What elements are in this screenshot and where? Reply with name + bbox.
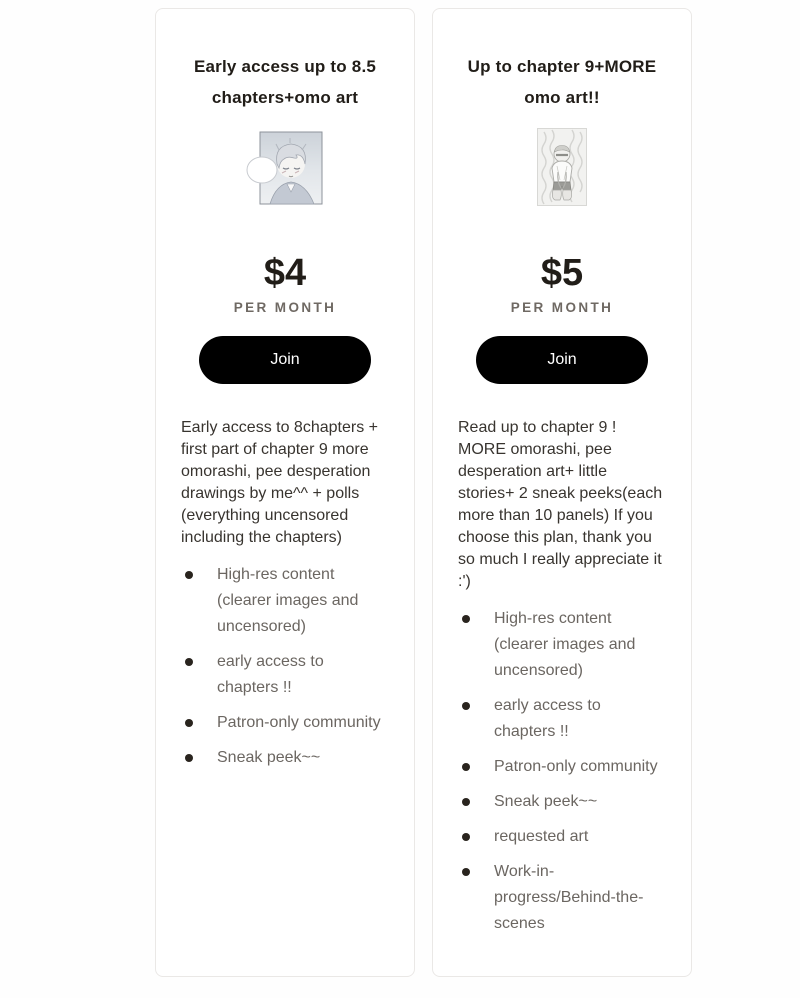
manga-panel-crouching-boy-icon: [537, 128, 587, 206]
bullet-dot-icon: [462, 833, 470, 841]
bullet-dot-icon: [462, 763, 470, 771]
benefits-list: [181, 562, 389, 771]
bullet-dot-icon: [185, 719, 193, 727]
benefit-item: [458, 859, 666, 937]
tier-description: Early access to 8chapters + first part of chapter 9 more omorashi, pee desperation drawings by me^^ + polls (everything uncensored including the chapters): [181, 419, 378, 546]
tier-title: Early access up to 8.5 chapters+omo art: [193, 57, 377, 107]
bullet-dot-icon: [185, 658, 193, 666]
tier-artwork: [181, 128, 389, 206]
membership-tiers-row: [155, 8, 692, 977]
tier-cadence: PER MONTH: [233, 300, 337, 315]
tier-card-4-dollar: [155, 8, 415, 977]
benefit-item: [458, 789, 666, 815]
benefit-label: Patron-only community: [494, 758, 658, 775]
tier-title: Up to chapter 9+MORE omo art!!: [467, 57, 657, 107]
benefit-item: [458, 693, 666, 745]
benefit-label: requested art: [494, 828, 589, 845]
benefit-item: [181, 649, 389, 701]
bullet-dot-icon: [462, 798, 470, 806]
benefit-item: [181, 745, 389, 771]
benefit-label: Work-in-progress/Behind-the-scenes: [494, 863, 644, 932]
benefit-item: [458, 606, 666, 684]
tier-artwork: [458, 128, 666, 206]
benefit-label: early access to chapters !!: [494, 697, 601, 740]
join-button-wrap: [181, 336, 389, 384]
benefit-label: Patron-only community: [217, 714, 381, 731]
tier-price: $4: [263, 252, 307, 294]
benefit-item: [181, 562, 389, 640]
bullet-dot-icon: [185, 571, 193, 579]
benefit-label: High-res content (clearer images and uncensored): [217, 566, 359, 635]
tier-card-5-dollar: [432, 8, 692, 977]
tier-price: $5: [540, 252, 584, 294]
benefit-label: early access to chapters !!: [217, 653, 324, 696]
join-button[interactable]: Join: [199, 336, 371, 384]
benefit-item: [181, 710, 389, 736]
tier-description: Read up to chapter 9 ! MORE omorashi, pee desperation art+ little stories+ 2 sneak peeks(each more than 10 panels) If you choose this plan, thank you so much I really appreciate it :'): [458, 419, 663, 590]
benefit-label: High-res content (clearer images and uncensored): [494, 610, 636, 679]
benefit-label: Sneak peek~~: [217, 749, 321, 766]
bullet-dot-icon: [185, 754, 193, 762]
tier-cadence: PER MONTH: [510, 300, 614, 315]
benefit-item: [458, 754, 666, 780]
bullet-dot-icon: [462, 702, 470, 710]
bullet-dot-icon: [462, 868, 470, 876]
join-button-wrap: [458, 336, 666, 384]
bullet-dot-icon: [462, 615, 470, 623]
join-button[interactable]: Join: [476, 336, 648, 384]
benefits-list: [458, 606, 666, 937]
benefit-item: [458, 824, 666, 850]
benefit-label: Sneak peek~~: [494, 793, 598, 810]
manga-panel-blushing-boy-icon: [246, 130, 324, 206]
